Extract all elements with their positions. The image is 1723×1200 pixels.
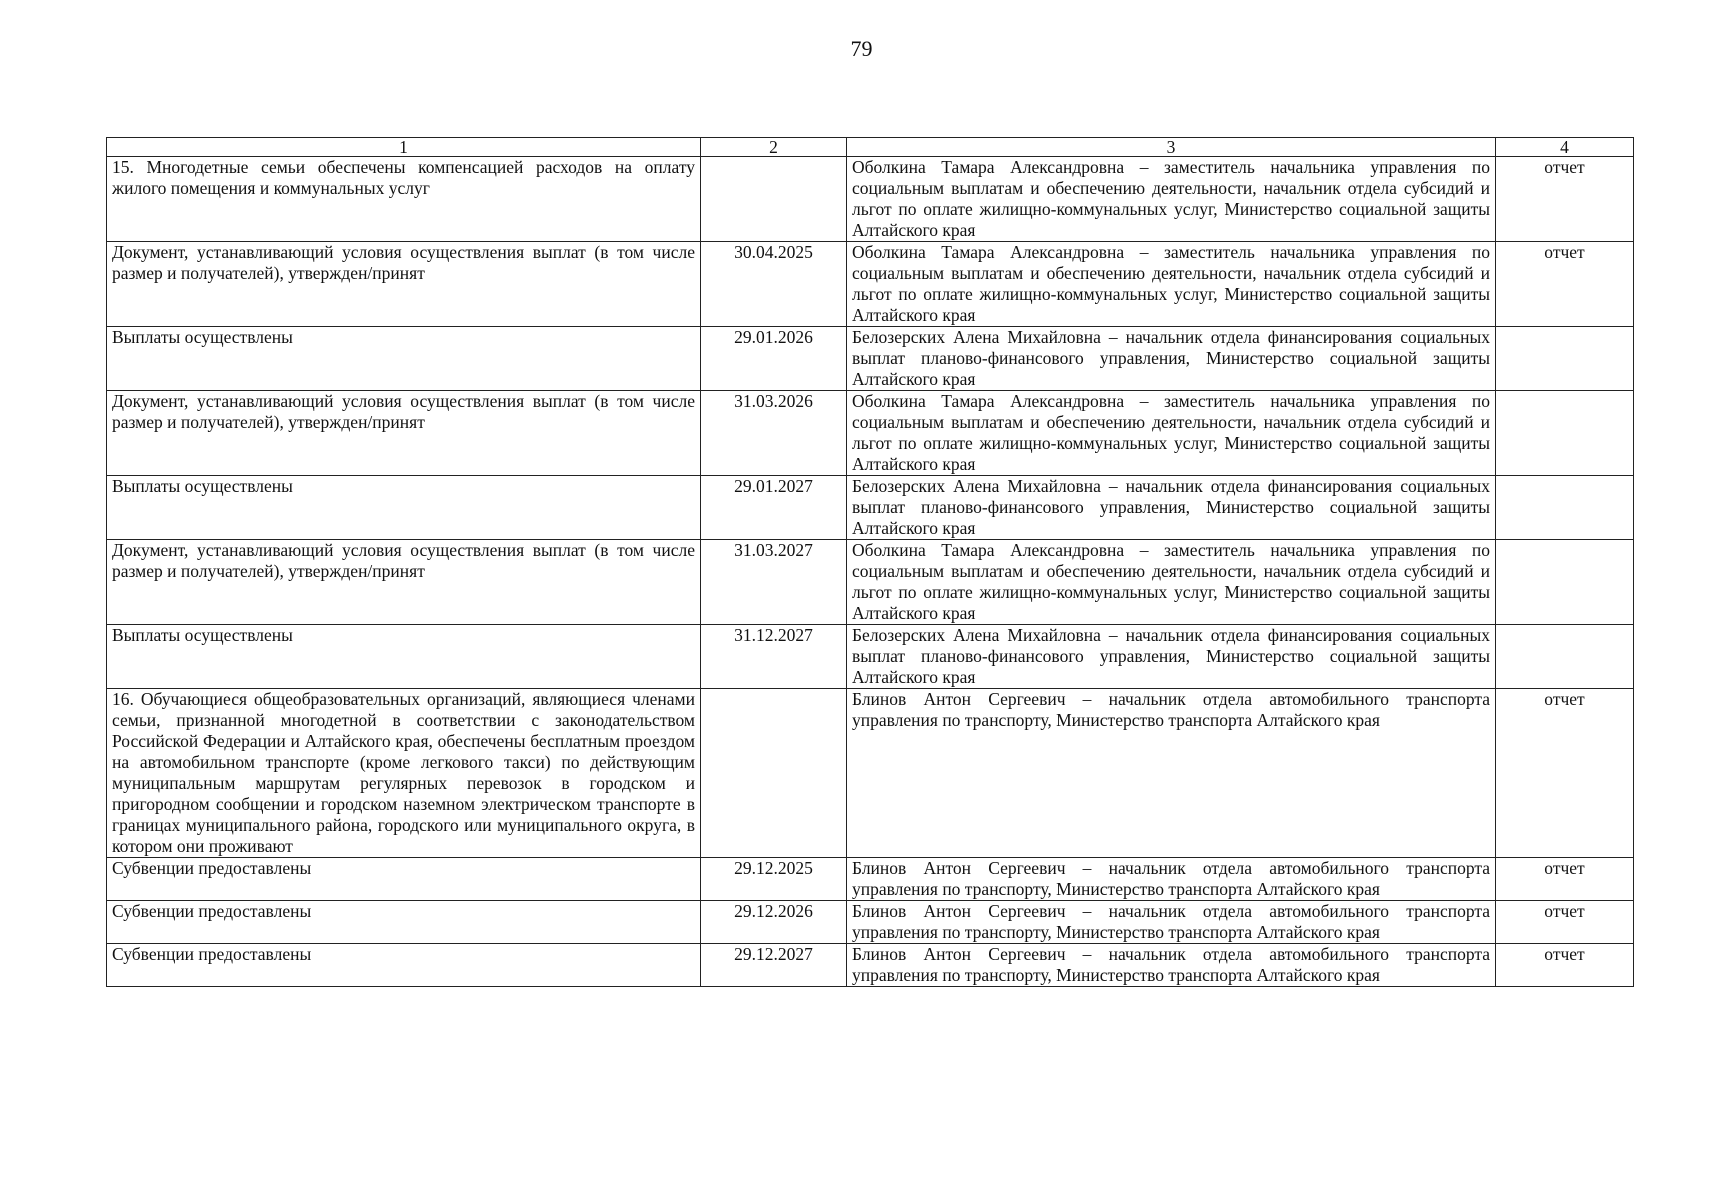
form-cell: отчет <box>1496 157 1634 242</box>
responsible-cell: Белозерских Алена Михайловна – начальник отдела финансирования социальных выплат планово-финансового управления, Министерство социальной защиты Алтайского края <box>847 625 1496 689</box>
date-cell: 29.01.2026 <box>701 327 847 391</box>
responsible-cell: Оболкина Тамара Александровна – заместитель начальника управления по социальным выплатам и обеспечению деятельности, начальник отдела субсидий и льгот по оплате жилищно-коммунальных услуг, Министерство социальной защиты Алтайского края <box>847 242 1496 327</box>
task-cell: Субвенции предоставлены <box>107 858 701 901</box>
responsible-cell: Блинов Антон Сергеевич – начальник отдела автомобильного транспорта управления по транспорту, Министерство транспорта Алтайского края <box>847 858 1496 901</box>
task-cell: Выплаты осуществлены <box>107 476 701 540</box>
table-row <box>107 242 1634 327</box>
date-cell: 29.01.2027 <box>701 476 847 540</box>
plan-table <box>106 137 1634 987</box>
task-cell: Выплаты осуществлены <box>107 327 701 391</box>
column-header-2: 2 <box>701 138 847 157</box>
table-row <box>107 901 1634 944</box>
page-number: 79 <box>850 36 873 61</box>
date-cell: 29.12.2027 <box>701 944 847 987</box>
date-cell: 31.12.2027 <box>701 625 847 689</box>
task-cell: Документ, устанавливающий условия осуществления выплат (в том числе размер и получателей), утвержден/принят <box>107 391 701 476</box>
responsible-cell: Оболкина Тамара Александровна – заместитель начальника управления по социальным выплатам и обеспечению деятельности, начальник отдела субсидий и льгот по оплате жилищно-коммунальных услуг, Министерство социальной защиты Алтайского края <box>847 157 1496 242</box>
date-cell: 30.04.2025 <box>701 242 847 327</box>
task-cell: Выплаты осуществлены <box>107 625 701 689</box>
form-cell <box>1496 540 1634 625</box>
form-cell: отчет <box>1496 689 1634 858</box>
date-cell: 31.03.2027 <box>701 540 847 625</box>
responsible-cell: Оболкина Тамара Александровна – заместитель начальника управления по социальным выплатам и обеспечению деятельности, начальник отдела субсидий и льгот по оплате жилищно-коммунальных услуг, Министерство социальной защиты Алтайского края <box>847 391 1496 476</box>
form-cell: отчет <box>1496 944 1634 987</box>
date-cell <box>701 157 847 242</box>
form-cell <box>1496 476 1634 540</box>
column-header-4: 4 <box>1496 138 1634 157</box>
table-row <box>107 944 1634 987</box>
column-header-3: 3 <box>847 138 1496 157</box>
table-row <box>107 157 1634 242</box>
task-cell: Документ, устанавливающий условия осуществления выплат (в том числе размер и получателей), утвержден/принят <box>107 540 701 625</box>
responsible-cell: Белозерских Алена Михайловна – начальник отдела финансирования социальных выплат планово-финансового управления, Министерство социальной защиты Алтайского края <box>847 476 1496 540</box>
column-header-1: 1 <box>107 138 701 157</box>
table-row <box>107 540 1634 625</box>
responsible-cell: Блинов Антон Сергеевич – начальник отдела автомобильного транспорта управления по транспорту, Министерство транспорта Алтайского края <box>847 944 1496 987</box>
table-header-row <box>107 138 1634 157</box>
table-row <box>107 391 1634 476</box>
task-cell: Субвенции предоставлены <box>107 901 701 944</box>
table-row <box>107 327 1634 391</box>
responsible-cell: Блинов Антон Сергеевич – начальник отдела автомобильного транспорта управления по транспорту, Министерство транспорта Алтайского края <box>847 689 1496 858</box>
form-cell: отчет <box>1496 858 1634 901</box>
date-cell: 29.12.2025 <box>701 858 847 901</box>
responsible-cell: Блинов Антон Сергеевич – начальник отдела автомобильного транспорта управления по транспорту, Министерство транспорта Алтайского края <box>847 901 1496 944</box>
date-cell: 29.12.2026 <box>701 901 847 944</box>
form-cell <box>1496 391 1634 476</box>
form-cell <box>1496 625 1634 689</box>
date-cell <box>701 689 847 858</box>
form-cell: отчет <box>1496 901 1634 944</box>
task-cell: 15. Многодетные семьи обеспечены компенсацией расходов на оплату жилого помещения и коммунальных услуг <box>107 157 701 242</box>
date-cell: 31.03.2026 <box>701 391 847 476</box>
form-cell <box>1496 327 1634 391</box>
table-row <box>107 689 1634 858</box>
responsible-cell: Оболкина Тамара Александровна – заместитель начальника управления по социальным выплатам и обеспечению деятельности, начальник отдела субсидий и льгот по оплате жилищно-коммунальных услуг, Министерство социальной защиты Алтайского края <box>847 540 1496 625</box>
task-cell: Субвенции предоставлены <box>107 944 701 987</box>
responsible-cell: Белозерских Алена Михайловна – начальник отдела финансирования социальных выплат планово-финансового управления, Министерство социальной защиты Алтайского края <box>847 327 1496 391</box>
form-cell: отчет <box>1496 242 1634 327</box>
task-cell: 16. Обучающиеся общеобразовательных организаций, являющиеся членами семьи, признанной многодетной в соответствии с законодательством Российской Федерации и Алтайского края, обеспечены бесплатным проездом на автомобильном транспорте (кроме легкового такси) по действующим муниципальным маршрутам регулярных перевозок в городском и пригородном сообщении и городском наземном электрическом транспорте в границах муниципального района, городского или муниципального округа, в котором они проживают <box>107 689 701 858</box>
table-row <box>107 858 1634 901</box>
table-row <box>107 476 1634 540</box>
task-cell: Документ, устанавливающий условия осуществления выплат (в том числе размер и получателей), утвержден/принят <box>107 242 701 327</box>
table-row <box>107 625 1634 689</box>
